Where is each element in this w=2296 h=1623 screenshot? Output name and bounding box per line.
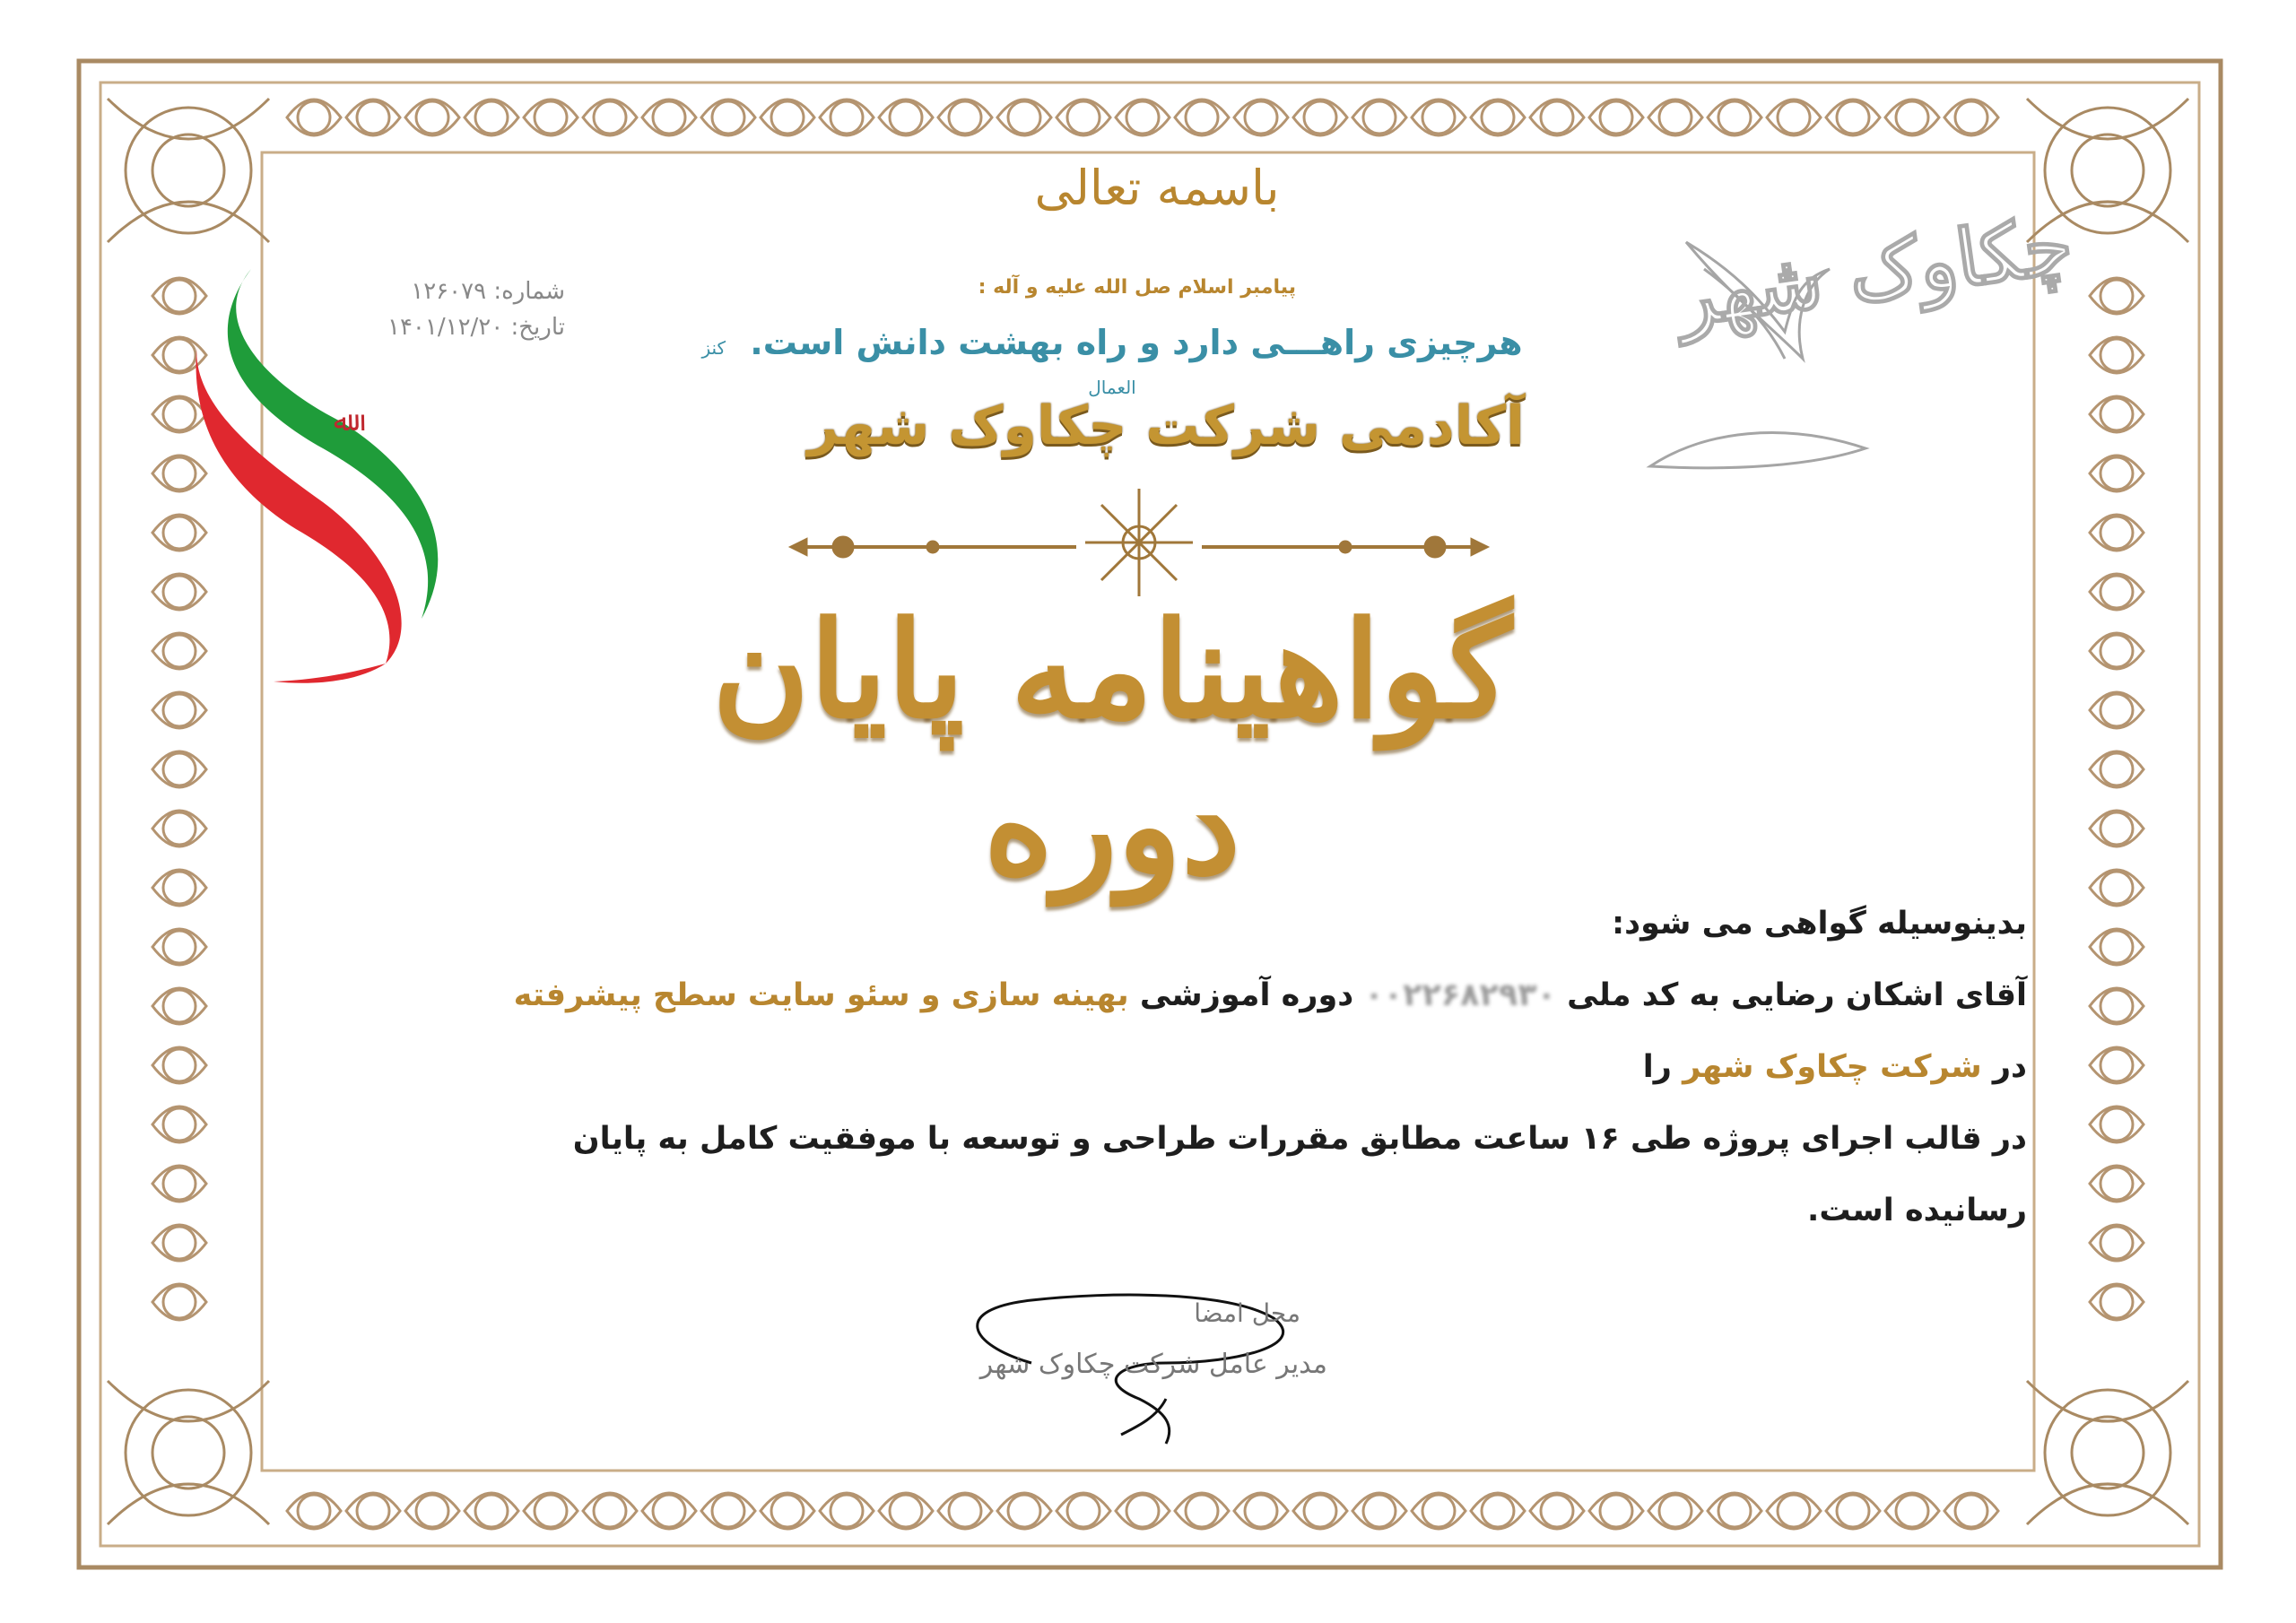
corner-ornament-bottom-right bbox=[2027, 1381, 2188, 1524]
border-motif bbox=[1352, 100, 1406, 135]
border-motif bbox=[938, 100, 992, 135]
course-label: دوره آموزشی bbox=[1139, 977, 1354, 1013]
border-motif bbox=[1412, 1493, 1465, 1529]
border-motif bbox=[701, 100, 755, 135]
border-motif bbox=[1352, 1493, 1406, 1529]
border-motif bbox=[2090, 1166, 2144, 1202]
border-motif bbox=[1116, 1493, 1170, 1529]
border-motif bbox=[152, 811, 206, 846]
border-motif bbox=[997, 1493, 1051, 1529]
border-motif bbox=[152, 574, 206, 610]
border-motif bbox=[287, 100, 341, 135]
certificate-title: گواهینامه پایان دوره bbox=[712, 592, 1512, 904]
border-motif bbox=[1826, 100, 1880, 135]
company-name: شرکت چکاوک شهر bbox=[1683, 1049, 1982, 1085]
border-motif bbox=[152, 870, 206, 906]
national-id: ۰۰۲۲۶۸۲۹۳۰ bbox=[1364, 977, 1556, 1013]
hadith-intro: پیامبر اسلام صل الله علیه و آله : bbox=[978, 276, 1296, 299]
border-motif bbox=[642, 1493, 696, 1529]
border-motif bbox=[879, 100, 933, 135]
border-motif bbox=[879, 1493, 933, 1529]
company-logo: چکاوک شهر bbox=[1670, 196, 2079, 345]
border-motif bbox=[2090, 396, 2144, 432]
border-motif bbox=[1471, 100, 1525, 135]
border-motif bbox=[1944, 1493, 1998, 1529]
border-motif bbox=[997, 100, 1051, 135]
border-motif bbox=[2090, 633, 2144, 669]
border-motif bbox=[583, 100, 637, 135]
border-motif bbox=[1412, 100, 1465, 135]
border-motif bbox=[152, 515, 206, 551]
border-motif bbox=[1826, 1493, 1880, 1529]
certificate-meta bbox=[296, 273, 565, 345]
border-motif bbox=[524, 1493, 578, 1529]
border-motif bbox=[1767, 100, 1821, 135]
border-motif bbox=[2090, 1225, 2144, 1261]
border-motif bbox=[2090, 988, 2144, 1024]
border-motif bbox=[2090, 811, 2144, 846]
border-motif bbox=[642, 100, 696, 135]
border-motif bbox=[761, 100, 814, 135]
border-motif bbox=[1234, 100, 1288, 135]
corner-ornament-bottom-left bbox=[108, 1381, 269, 1524]
border-motif bbox=[152, 692, 206, 728]
border-motif bbox=[1057, 1493, 1110, 1529]
border-motif bbox=[1234, 1493, 1288, 1529]
ra-word: را bbox=[1642, 1049, 1672, 1085]
border-motif bbox=[2090, 515, 2144, 551]
border-motif bbox=[346, 1493, 400, 1529]
border-motif bbox=[1589, 1493, 1643, 1529]
border-motif bbox=[820, 100, 874, 135]
border-motif bbox=[152, 988, 206, 1024]
border-motif bbox=[1648, 100, 1702, 135]
border-motif bbox=[1175, 1493, 1229, 1529]
border-motif bbox=[2090, 574, 2144, 610]
basmala-heading: باسمه تعالی bbox=[1034, 160, 1280, 216]
border-motif bbox=[1944, 100, 1998, 135]
border-motif bbox=[346, 100, 400, 135]
border-motif bbox=[1471, 1493, 1525, 1529]
border-motif bbox=[405, 1493, 459, 1529]
body-line-1: بدینوسیله گواهی می شود: bbox=[1612, 906, 2027, 942]
border-motif bbox=[152, 1284, 206, 1320]
body-line-2 bbox=[502, 959, 2027, 1103]
border-motif bbox=[152, 633, 206, 669]
border-motif bbox=[152, 929, 206, 965]
border-motif bbox=[524, 100, 578, 135]
border-motif bbox=[2090, 1107, 2144, 1142]
border-motif bbox=[152, 278, 206, 314]
border-motif bbox=[1057, 100, 1110, 135]
border-motif bbox=[1708, 100, 1761, 135]
hadith-source: کنز العمال bbox=[701, 337, 1136, 398]
signature-place-label: محل امضا bbox=[1194, 1298, 1300, 1328]
border-motif bbox=[152, 751, 206, 787]
border-motif bbox=[2090, 1047, 2144, 1083]
date-row bbox=[296, 309, 565, 345]
number-value: ۱۲۶۰۷۹ bbox=[411, 278, 487, 305]
divider-ornament bbox=[789, 489, 1489, 596]
border-motif bbox=[1708, 1493, 1761, 1529]
border-motif bbox=[152, 456, 206, 491]
border-motif bbox=[1885, 1493, 1939, 1529]
recipient-text: آقای اشکان رضایی به کد ملی bbox=[1567, 977, 2027, 1013]
border-motif bbox=[1116, 100, 1170, 135]
border-motif bbox=[2090, 929, 2144, 965]
border-motif bbox=[1589, 100, 1643, 135]
body-line-3: در قالب اجرای پروژه طی ۱۶ ساعت مطابق مقررات طراحی و توسعه با موفقیت کامل به پایان رسانیده است. bbox=[572, 1121, 2027, 1228]
border-motif bbox=[938, 1493, 992, 1529]
border-motif bbox=[1530, 1493, 1584, 1529]
border-motif bbox=[152, 1047, 206, 1083]
border-motif bbox=[1293, 100, 1347, 135]
border-motif bbox=[152, 1166, 206, 1202]
border-motif bbox=[1293, 1493, 1347, 1529]
border-motif bbox=[2090, 751, 2144, 787]
border-motif bbox=[1530, 100, 1584, 135]
signature-role: مدیر عامل شرکت چکاوک شهر bbox=[979, 1349, 1327, 1380]
date-label: تاریخ: bbox=[510, 314, 565, 341]
border-motif bbox=[1885, 100, 1939, 135]
border-motif bbox=[2090, 337, 2144, 373]
border-motif bbox=[2090, 1284, 2144, 1320]
border-motif bbox=[1175, 100, 1229, 135]
hadith-quote bbox=[682, 323, 1543, 402]
svg-text:ﷲ: ﷲ bbox=[334, 406, 350, 438]
border-motif bbox=[405, 100, 459, 135]
in-word: در bbox=[1992, 1049, 2027, 1085]
border-motif bbox=[1767, 1493, 1821, 1529]
border-motif bbox=[152, 396, 206, 432]
border-motif bbox=[287, 1493, 341, 1529]
corner-ornament-top-left bbox=[108, 99, 269, 242]
date-value: ۱۴۰۱/۱۲/۲۰ bbox=[387, 314, 504, 341]
border-motif bbox=[2090, 870, 2144, 906]
course-name: بهینه سازی و سئو سایت سطح پیشرفته bbox=[513, 977, 1129, 1013]
border-motif bbox=[820, 1493, 874, 1529]
border-motif bbox=[2090, 456, 2144, 491]
academy-title: آکادمی شرکت چکاوک شهر bbox=[807, 395, 1525, 457]
number-label: شماره: bbox=[493, 278, 565, 305]
border-motif bbox=[152, 1225, 206, 1261]
border-motif bbox=[583, 1493, 637, 1529]
certificate-body bbox=[502, 888, 2027, 1246]
border-motif bbox=[465, 1493, 518, 1529]
border-motif bbox=[152, 1107, 206, 1142]
border-motif bbox=[465, 100, 518, 135]
border-motif bbox=[701, 1493, 755, 1529]
hadith-text: هرچیزی راهـــی دارد و راه بهشت دانش است. bbox=[750, 323, 1523, 362]
border-motif bbox=[2090, 692, 2144, 728]
border-motif bbox=[761, 1493, 814, 1529]
number-row bbox=[296, 273, 565, 309]
border-motif bbox=[1648, 1493, 1702, 1529]
